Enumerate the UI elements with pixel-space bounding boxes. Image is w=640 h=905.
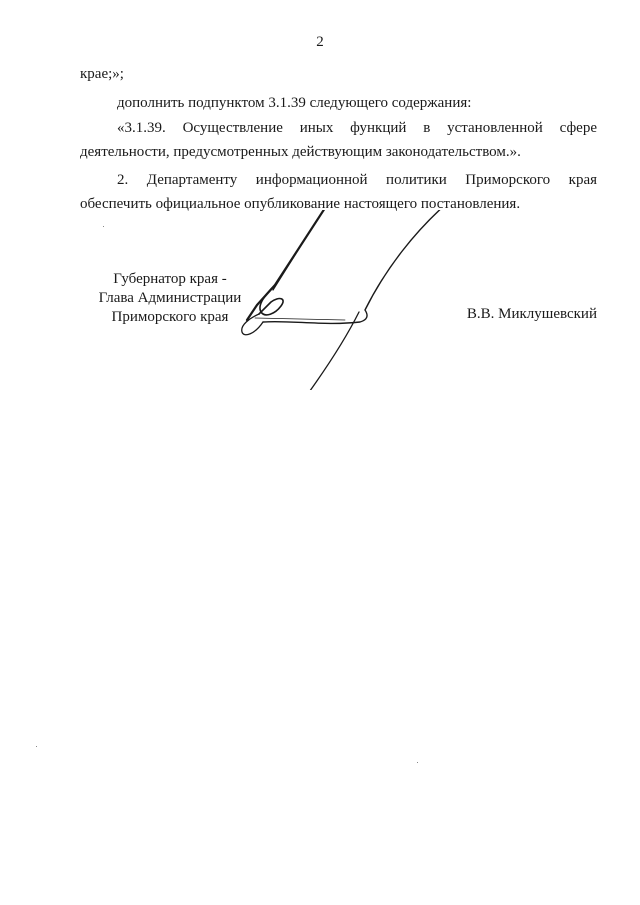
amendment-paragraph <box>80 91 597 115</box>
signature-block <box>80 270 597 410</box>
signer-position <box>80 270 260 327</box>
position-line-3: Приморского края <box>111 309 229 325</box>
scan-speck <box>417 762 418 763</box>
clause-2-line-1: 2. Департаменту информационной политики Приморского края <box>117 172 597 188</box>
clause-2-paragraph <box>80 168 597 216</box>
position-line-2: Глава Администрации <box>98 290 242 306</box>
signer-name: В.В. Миклушевский <box>466 306 597 322</box>
scan-speck <box>103 226 104 227</box>
page-number: 2 <box>316 34 324 50</box>
clause-2-line-2: обеспечить официальное опубликование настоящего постановления. <box>80 196 521 212</box>
paragraph-continuation: крае;»; <box>80 66 124 82</box>
amendment-instruction: дополнить подпунктом 3.1.39 следующего содержания: <box>117 95 472 111</box>
subclause-paragraph <box>80 116 597 164</box>
handwritten-signature-icon <box>235 210 475 390</box>
subclause-line-2: деятельности, предусмотренных действующим законодательством.». <box>80 144 521 160</box>
position-line-1: Губернатор края - <box>113 271 227 287</box>
scan-speck <box>36 746 37 747</box>
subclause-line-1: «3.1.39. Осуществление иных функций в установленной сфере <box>117 120 597 136</box>
body-text <box>80 62 597 86</box>
